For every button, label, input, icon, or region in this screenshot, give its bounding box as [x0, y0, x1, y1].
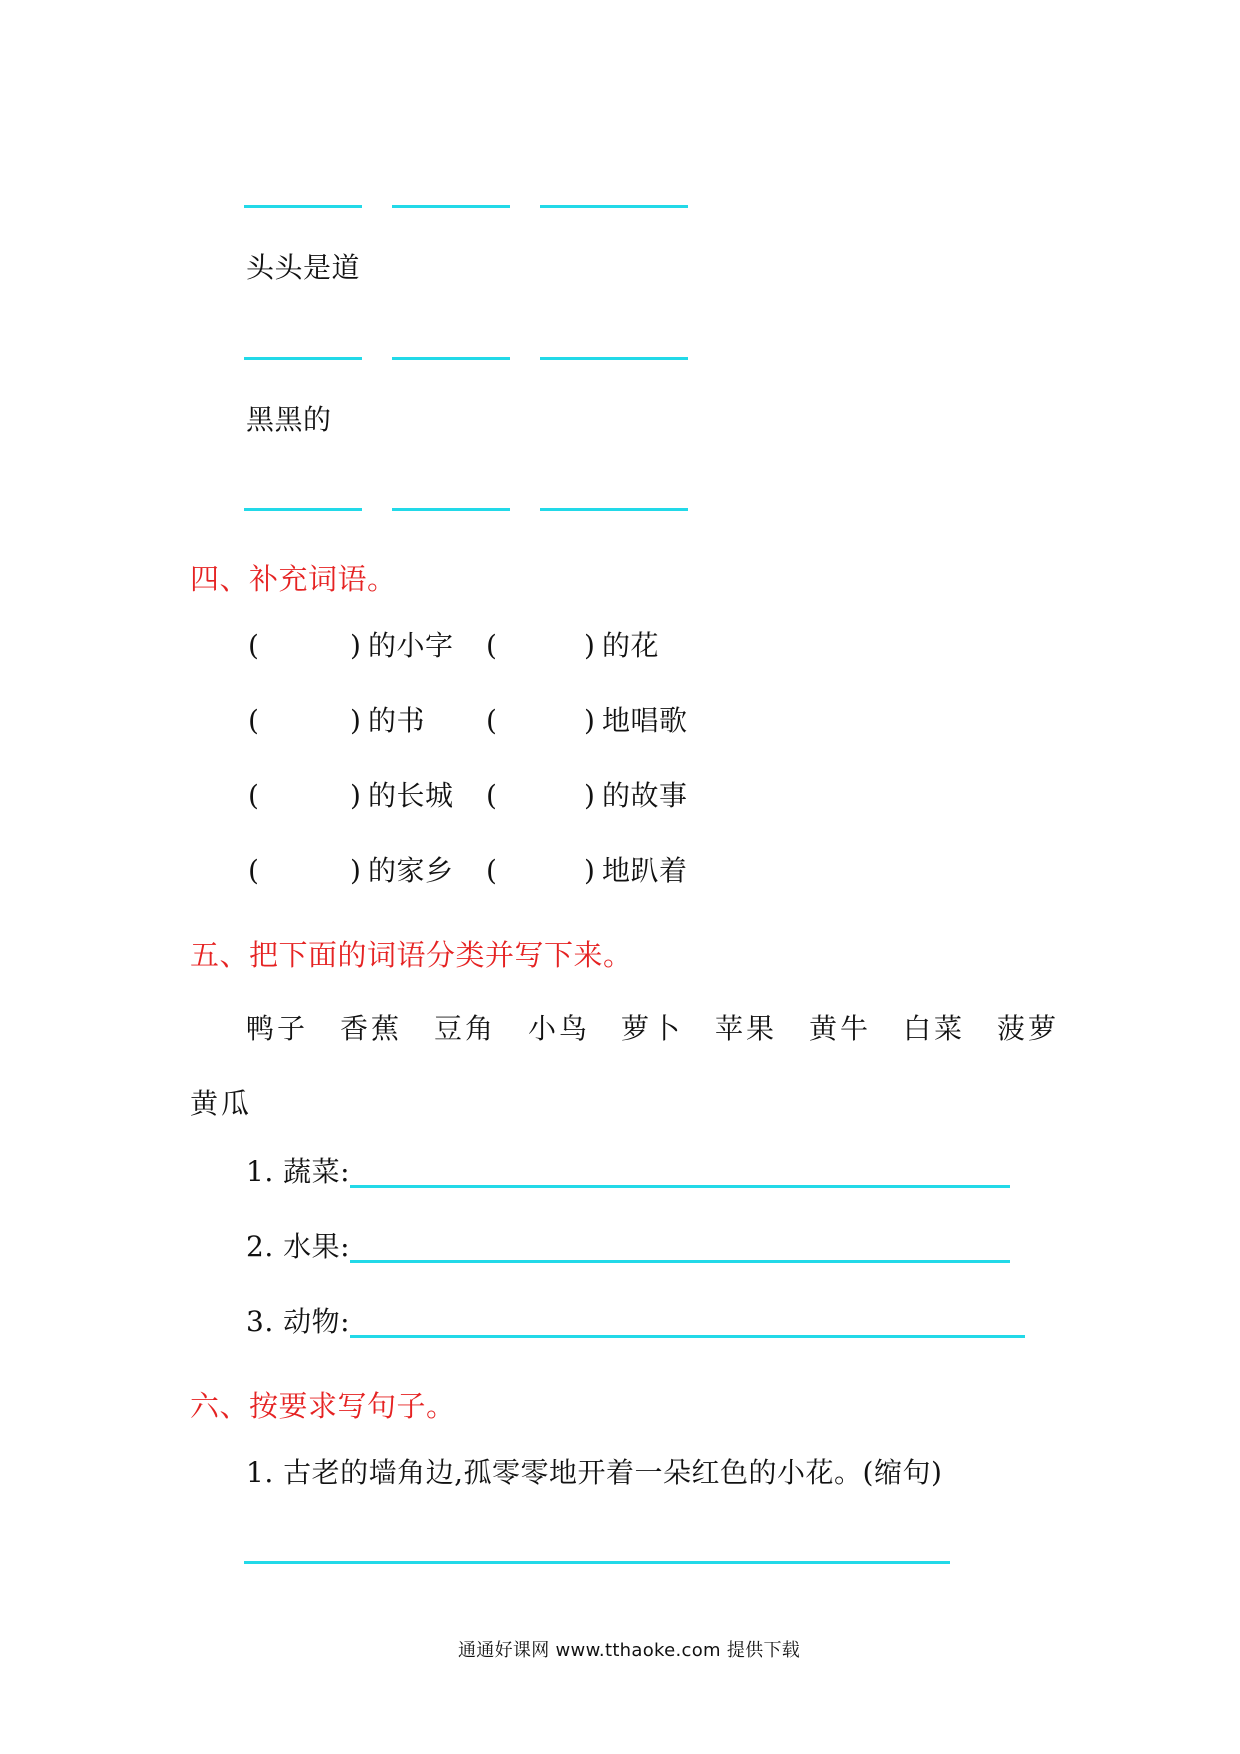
close-paren: ) [584, 854, 596, 887]
answer-line[interactable] [350, 1260, 1010, 1263]
word-item: 鸭子 [246, 1012, 309, 1045]
category-label: 1. 蔬菜: [246, 1155, 351, 1188]
blank-line[interactable] [392, 357, 510, 360]
word-item: 黄牛 [809, 1012, 872, 1045]
word-item: 萝卜 [621, 1012, 684, 1045]
close-paren: ) [350, 854, 362, 887]
word-item: 白菜 [903, 1012, 966, 1045]
answer-line[interactable] [244, 1561, 950, 1564]
blank-line[interactable] [392, 508, 510, 511]
section-4-heading: 四、补充词语。 [190, 562, 397, 596]
word-item: 苹果 [715, 1012, 778, 1045]
phrase-suffix: 地唱歌 [602, 704, 688, 737]
category-label: 2. 水果: [246, 1230, 351, 1263]
footer-text: 通通好课网 www.tthaoke.com 提供下载 [458, 1640, 801, 1661]
close-paren: ) [350, 779, 362, 812]
open-paren: ( [248, 704, 260, 737]
word-item: 香蕉 [340, 1012, 403, 1045]
blank-line[interactable] [540, 357, 688, 360]
phrase-suffix: 的花 [602, 629, 660, 662]
open-paren: ( [486, 779, 498, 812]
blank-line[interactable] [244, 508, 362, 511]
blank-line[interactable] [244, 357, 362, 360]
open-paren: ( [248, 854, 260, 887]
answer-line[interactable] [350, 1185, 1010, 1188]
word-item: 豆角 [434, 1012, 497, 1045]
open-paren: ( [486, 854, 498, 887]
idiom-label: 头头是道 [246, 251, 361, 284]
close-paren: ) [584, 779, 596, 812]
blank-line[interactable] [244, 205, 362, 208]
close-paren: ) [350, 704, 362, 737]
phrase-suffix: 的长城 [368, 779, 454, 812]
answer-line[interactable] [350, 1335, 1025, 1338]
open-paren: ( [486, 704, 498, 737]
open-paren: ( [248, 779, 260, 812]
open-paren: ( [248, 629, 260, 662]
phrase-suffix: 的故事 [602, 779, 688, 812]
open-paren: ( [486, 629, 498, 662]
phrase-suffix: 的家乡 [368, 854, 454, 887]
blank-line[interactable] [540, 508, 688, 511]
sentence-item: 1. 古老的墙角边,孤零零地开着一朵红色的小花。(缩句) [246, 1456, 943, 1489]
blank-line[interactable] [392, 205, 510, 208]
phrase-suffix: 的小字 [368, 629, 454, 662]
word-item: 小鸟 [528, 1012, 591, 1045]
phrase-suffix: 的书 [368, 704, 426, 737]
category-label: 3. 动物: [246, 1305, 351, 1338]
phrase-suffix: 地趴着 [602, 854, 688, 887]
blank-line[interactable] [540, 205, 688, 208]
word-item: 黄瓜 [190, 1087, 253, 1120]
section-6-heading: 六、按要求写句子。 [190, 1389, 456, 1423]
close-paren: ) [350, 629, 362, 662]
section-5-heading: 五、把下面的词语分类并写下来。 [190, 938, 633, 972]
word-item: 菠萝 [997, 1012, 1060, 1045]
close-paren: ) [584, 704, 596, 737]
close-paren: ) [584, 629, 596, 662]
word-label: 黑黑的 [246, 403, 332, 436]
